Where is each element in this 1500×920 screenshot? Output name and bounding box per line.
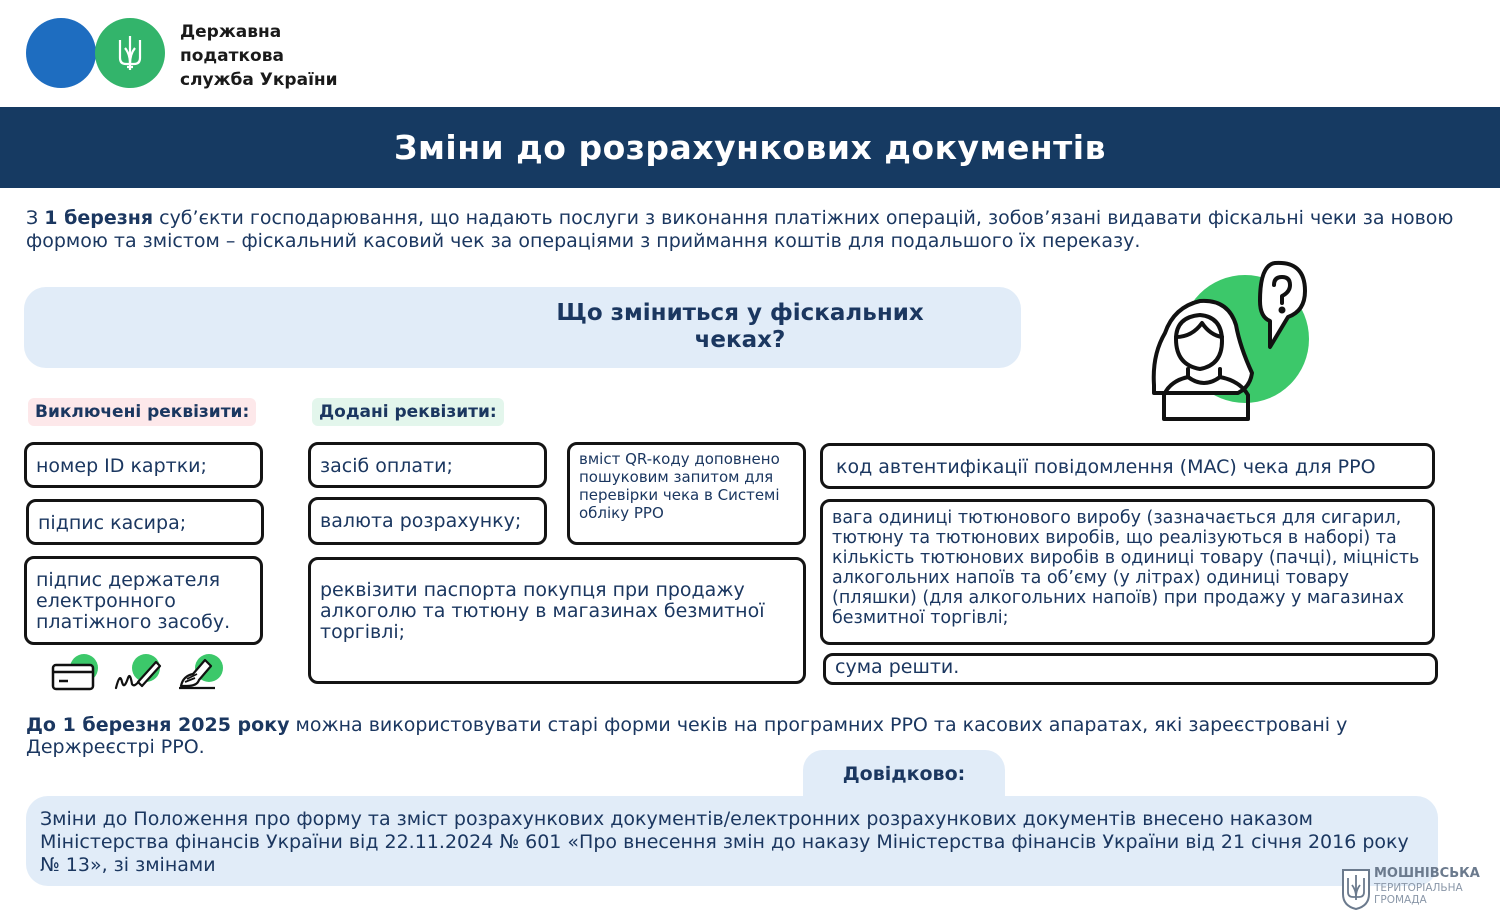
- person-question-icon: [1140, 255, 1320, 425]
- intro-paragraph: [26, 207, 1476, 253]
- added-label: Додані реквізити:: [312, 398, 504, 426]
- card-icon: [50, 652, 100, 692]
- intro-text: суб’єкти господарювання, що надають послуги з виконання платіжних операцій, зобов’язані видавати фіскальні чеки за новою формою та змістом – фіскальний касовий чек за операціями з приймання коштів для подальшого їх переказу.: [26, 207, 1454, 252]
- intro-prefix: З: [26, 207, 45, 229]
- question-heading: [520, 300, 960, 354]
- org-name: [180, 20, 380, 92]
- added-item-mac: код автентифікації повідомлення (MAC) чека для РРО: [820, 443, 1435, 489]
- intro-date: 1 березня: [44, 207, 154, 229]
- question-line1: Що зміниться у фіскальних: [556, 300, 924, 326]
- added-item-payment-method: засіб оплати;: [308, 442, 547, 488]
- org-name-line3: служба України: [180, 70, 338, 90]
- reference-text: Зміни до Положення про форму та зміст розрахункових документів/електронних розрахункових документів внесено наказом Міністерства фінансів України від 22.11.2024 № 601 «Про внесення змін до наказу Міністерства фінансів України від 21 січня 2016 року № 13», зі змінами: [40, 808, 1409, 876]
- added-item-tobacco-alcohol: вага одиниці тютюнового виробу (зазначається для сигарил, тютюну та тютюнових виробів, що реалізуються в наборі) та кількість тютюнових виробів в одиниці товару (пачці), міцність алкогольних напоїв та об’єму (у літрах) одиниці товару (пляшки) (для алкогольних напоїв) при продажу у магазинах безмитної торгівлі;: [820, 499, 1435, 645]
- community-emblem-icon: [1341, 868, 1371, 910]
- page-title: Зміни до розрахункових документів: [394, 128, 1106, 167]
- excluded-item-cashier-signature: підпис касира;: [26, 499, 264, 545]
- logo-green-circle: [95, 18, 165, 88]
- signature-pen-icon: [112, 652, 162, 692]
- transition-note: [26, 714, 1446, 758]
- hand-signing-icon: [175, 652, 225, 692]
- added-item-passport: реквізити паспорта покупця при продажу алкоголю та тютюну в магазинах безмитної торгівлі;: [308, 557, 806, 684]
- community-name: МОШНІВСЬКА: [1374, 866, 1480, 881]
- reference-heading: Довідково:: [842, 763, 966, 785]
- transition-date: До 1 березня 2025 року: [26, 714, 290, 736]
- added-item-qr-code: вміст QR-коду доповнено пошуковим запитом для перевірки чека в Системі обліку РРО: [567, 442, 806, 545]
- excluded-item-holder-signature: підпис держателя електронного платіжного засобу.: [24, 556, 263, 645]
- added-item-change: сума решти.: [823, 653, 1438, 685]
- logo-blue-circle: [26, 18, 96, 88]
- transition-text: можна використовувати старі форми чеків на програмних РРО та касових апаратах, які зареєстровані у Держреєстрі РРО.: [26, 714, 1348, 758]
- added-item-currency: валюта розрахунку;: [308, 497, 547, 545]
- community-subtitle: ТЕРИТОРІАЛЬНА ГРОМАДА: [1374, 882, 1463, 906]
- tryzub-icon: [117, 34, 143, 72]
- excluded-item-card-id: номер ID картки;: [24, 442, 263, 488]
- org-name-line1: Державна: [180, 22, 282, 42]
- org-name-line2: податкова: [180, 46, 284, 66]
- question-line2: чеках?: [694, 327, 786, 353]
- excluded-label: Виключені реквізити:: [28, 398, 256, 426]
